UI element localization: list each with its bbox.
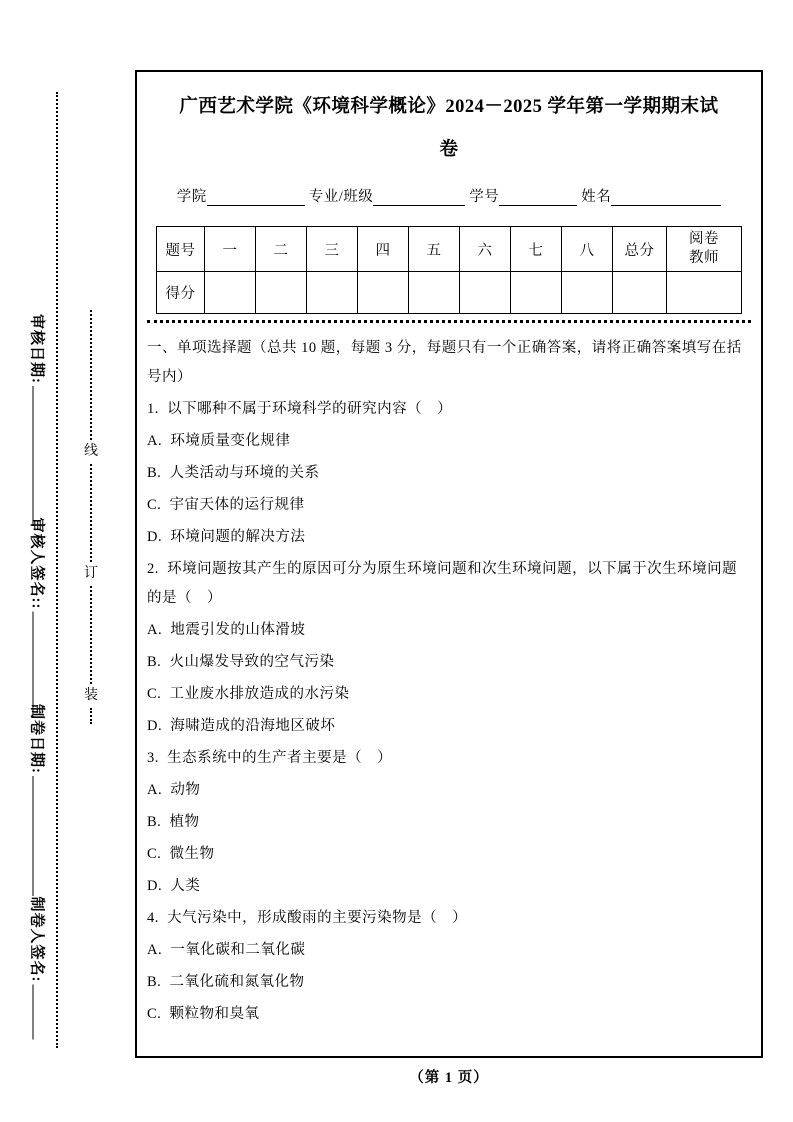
- question-option: A. 动物: [147, 782, 201, 798]
- score-table-header: 三: [307, 227, 358, 272]
- question-2: [147, 555, 751, 741]
- score-table-header: 四: [358, 227, 409, 272]
- score-table: [156, 226, 742, 314]
- question-option: C. 宇宙天体的运行规律: [147, 497, 305, 513]
- info-label: 姓名: [581, 189, 612, 205]
- margin-label-text: 制卷日期:: [28, 704, 45, 774]
- question-option: A. 地震引发的山体滑坡: [147, 622, 306, 638]
- question-text: 2. 环境问题按其产生的原因可分为原生环境问题和次生环境问题，以下属于次生环境问题的是（ ）: [147, 561, 738, 606]
- margin-label-text: 审核日期:: [28, 314, 45, 384]
- binding-char: 订: [84, 566, 98, 581]
- student-info-row: [147, 185, 751, 206]
- blank-underline: [373, 190, 465, 206]
- question-option: A. 环境质量变化规律: [147, 433, 291, 449]
- score-cell: [460, 272, 511, 314]
- blank-underline: [33, 985, 48, 1040]
- binding-line: [84, 310, 98, 724]
- exam-title-line2: 卷: [439, 140, 459, 160]
- score-cell: [256, 272, 307, 314]
- exam-title-line1: 广西艺术学院《环境科学概论》2024－2025 学年第一学期期末试: [179, 97, 719, 117]
- question-option: C. 微生物: [147, 846, 215, 862]
- question-option: B. 植物: [147, 814, 200, 830]
- margin-label-text: 审核人签名::: [28, 517, 45, 610]
- score-cell: [307, 272, 358, 314]
- score-cell: [667, 272, 742, 314]
- score-table-header-row: [157, 227, 742, 272]
- info-field-major-class: [309, 185, 466, 206]
- score-row-label: 得分: [157, 272, 205, 314]
- binding-line-segment: [90, 586, 92, 684]
- score-cell: [562, 272, 613, 314]
- info-field-student-id: [469, 185, 577, 206]
- info-field-name: [581, 185, 721, 206]
- blank-underline: [33, 776, 48, 896]
- binding-line-segment: [90, 464, 92, 562]
- margin-label-reviewer-signature: [28, 518, 49, 717]
- score-cell: [409, 272, 460, 314]
- blank-underline: [33, 612, 48, 717]
- question-option: D. 环境问题的解决方法: [147, 529, 306, 545]
- score-table-header: 七: [511, 227, 562, 272]
- dotted-separator: [147, 320, 751, 323]
- blank-underline: [33, 386, 48, 526]
- grader-label: 阅卷教师: [689, 231, 719, 266]
- score-table-score-row: [157, 272, 742, 314]
- score-cell: [358, 272, 409, 314]
- seal-dotted-line: [56, 92, 58, 1048]
- question-text: 3. 生态系统中的生产者主要是（ ）: [147, 750, 393, 766]
- score-table-header: 五: [409, 227, 460, 272]
- score-table-header: 题号: [157, 227, 205, 272]
- margin-label-review-date: [28, 314, 49, 526]
- question-option: D. 海啸造成的沿海地区破坏: [147, 718, 336, 734]
- info-label: 学院: [176, 189, 207, 205]
- info-label: 学号: [469, 189, 500, 205]
- question-option: B. 火山爆发导致的空气污染: [147, 654, 335, 670]
- score-cell: [205, 272, 256, 314]
- question-3: [147, 744, 751, 901]
- section-title: 一、单项选择题（总共 10 题，每题 3 分，每题只有一个正确答案，请将正确答案填写在括号内）: [147, 340, 742, 385]
- blank-underline: [207, 190, 305, 206]
- question-option: C. 工业废水排放造成的水污染: [147, 686, 350, 702]
- margin-label-paper-date: [28, 704, 49, 896]
- question-option: A. 一氧化碳和二氧化碳: [147, 942, 306, 958]
- page-number: （第 1 页）: [409, 1070, 489, 1086]
- binding-char: 装: [84, 688, 98, 703]
- score-table-header: 八: [562, 227, 613, 272]
- binding-line-segment: [90, 310, 92, 440]
- exam-sheet: [135, 70, 763, 1058]
- score-table-header: 一: [205, 227, 256, 272]
- score-cell: [613, 272, 667, 314]
- question-option: C. 颗粒物和臭氧: [147, 1006, 260, 1022]
- score-table-header: 六: [460, 227, 511, 272]
- blank-underline: [499, 190, 577, 206]
- binding-line-segment: [90, 708, 92, 724]
- blank-underline: [611, 190, 721, 206]
- score-table-header: 二: [256, 227, 307, 272]
- binding-char: 线: [84, 444, 98, 459]
- question-option: B. 人类活动与环境的关系: [147, 465, 320, 481]
- info-field-college: [177, 185, 305, 206]
- score-table-header: 总分: [613, 227, 667, 272]
- question-1: [147, 395, 751, 552]
- info-label: 专业/班级: [308, 189, 374, 205]
- margin-label-text: 制卷人签名:: [28, 896, 45, 983]
- question-text: 4. 大气污染中，形成酸雨的主要污染物是（ ）: [147, 910, 468, 926]
- question-text: 1. 以下哪种不属于环境科学的研究内容（ ）: [147, 401, 453, 417]
- margin-label-paper-maker-signature: [28, 897, 49, 1040]
- score-cell: [511, 272, 562, 314]
- question-4: [147, 904, 751, 1029]
- question-option: B. 二氧化硫和氮氧化物: [147, 974, 305, 990]
- score-table-header-grader: [667, 227, 742, 272]
- question-option: D. 人类: [147, 878, 201, 894]
